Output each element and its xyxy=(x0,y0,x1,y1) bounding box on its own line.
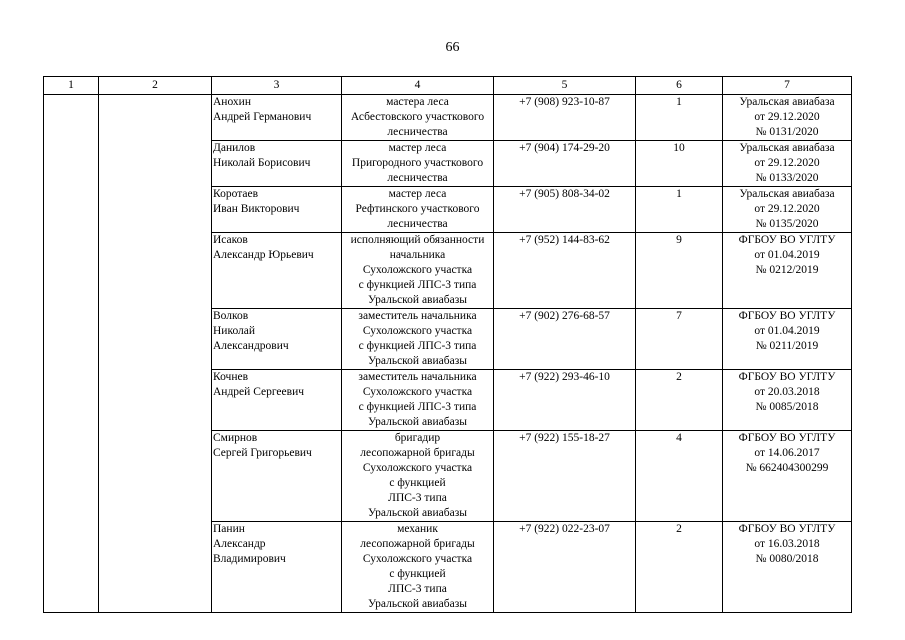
personnel-table xyxy=(43,76,852,613)
name-line: Смирнов xyxy=(213,432,258,444)
name-line: Данилов xyxy=(213,142,256,154)
column-header-1: 1 xyxy=(44,77,99,95)
position-cell xyxy=(342,187,494,233)
name-line: Александрович xyxy=(213,340,289,352)
position-line: Рефтинского участкового xyxy=(355,203,480,215)
person-name-cell xyxy=(212,522,342,613)
header-row xyxy=(44,77,852,95)
position-line: Асбестовского участкового xyxy=(350,111,485,123)
column-header-7: 7 xyxy=(723,77,852,95)
position-line: с функцией ЛПС-3 типа xyxy=(358,279,477,291)
experience-cell: 7 xyxy=(636,309,723,370)
person-name-cell xyxy=(212,370,342,431)
experience-cell: 1 xyxy=(636,187,723,233)
certificate-line: от 01.04.2019 xyxy=(754,325,820,337)
column-header-4: 4 xyxy=(342,77,494,95)
certificate-cell xyxy=(723,431,852,522)
position-line: лесопожарной бригады xyxy=(360,538,475,550)
certificate-line: № 0133/2020 xyxy=(755,172,819,184)
certificate-line: Уральская авиабаза xyxy=(739,142,835,154)
person-name-cell xyxy=(212,95,342,141)
experience-cell: 1 xyxy=(636,95,723,141)
person-name-cell xyxy=(212,233,342,309)
experience-cell: 9 xyxy=(636,233,723,309)
certificate-line: № 0131/2020 xyxy=(755,126,819,138)
position-line: Сухоложского участка xyxy=(362,553,473,565)
name-line: Исаков xyxy=(213,234,248,246)
name-line: Владимирович xyxy=(213,553,286,565)
certificate-line: № 0085/2018 xyxy=(755,401,819,413)
name-line: Иван Викторович xyxy=(213,203,300,215)
certificate-cell xyxy=(723,370,852,431)
position-line: ЛПС-3 типа xyxy=(388,583,447,595)
position-line: Уральской авиабазы xyxy=(368,598,467,610)
page-number: 66 xyxy=(445,40,460,55)
name-line: Панин xyxy=(213,523,245,535)
name-line: Андрей Сергеевич xyxy=(213,386,305,398)
phone-cell: +7 (922) 155-18-27 xyxy=(494,431,636,522)
position-line: мастер леса xyxy=(388,142,447,154)
column-header-3: 3 xyxy=(212,77,342,95)
column-header-2: 2 xyxy=(99,77,212,95)
person-name-cell xyxy=(212,309,342,370)
position-cell xyxy=(342,95,494,141)
certificate-line: от 29.12.2020 xyxy=(754,111,820,123)
name-line: Николай xyxy=(213,325,256,337)
position-line: исполняющий обязанности xyxy=(350,234,485,246)
column-header-5: 5 xyxy=(494,77,636,95)
position-line: Сухоложского участка xyxy=(362,264,473,276)
certificate-line: № 0212/2019 xyxy=(755,264,819,276)
position-line: лесничества xyxy=(387,172,448,184)
column-1-cell xyxy=(44,95,99,613)
position-line: мастер леса xyxy=(388,188,447,200)
certificate-line: ФГБОУ ВО УГЛТУ xyxy=(738,523,836,535)
phone-cell: +7 (952) 144-83-62 xyxy=(494,233,636,309)
position-cell xyxy=(342,309,494,370)
certificate-line: ФГБОУ ВО УГЛТУ xyxy=(738,432,836,444)
position-line: с функцией ЛПС-3 типа xyxy=(358,401,477,413)
position-line: лесничества xyxy=(387,218,448,230)
column-2-cell xyxy=(99,95,212,613)
certificate-line: ФГБОУ ВО УГЛТУ xyxy=(738,371,836,383)
position-cell xyxy=(342,233,494,309)
position-line: Пригородного участкового xyxy=(351,157,484,169)
certificate-line: Уральская авиабаза xyxy=(739,96,835,108)
experience-cell: 4 xyxy=(636,431,723,522)
position-line: Уральской авиабазы xyxy=(368,355,467,367)
certificate-line: от 29.12.2020 xyxy=(754,203,820,215)
position-line: лесопожарной бригады xyxy=(360,447,475,459)
phone-cell: +7 (922) 022-23-07 xyxy=(494,522,636,613)
name-line: Александр Юрьевич xyxy=(213,249,314,261)
position-line: начальника xyxy=(389,249,446,261)
position-line: заместитель начальника xyxy=(358,310,477,322)
phone-cell: +7 (922) 293-46-10 xyxy=(494,370,636,431)
position-line: с функцией xyxy=(389,568,446,580)
position-line: мастера леса xyxy=(386,96,449,108)
position-line: механик xyxy=(397,523,438,535)
phone-cell: +7 (908) 923-10-87 xyxy=(494,95,636,141)
position-cell xyxy=(342,431,494,522)
table-header xyxy=(44,77,852,95)
certificate-cell xyxy=(723,309,852,370)
certificate-line: ФГБОУ ВО УГЛТУ xyxy=(738,234,836,246)
position-line: с функцией ЛПС-3 типа xyxy=(358,340,477,352)
person-name-cell xyxy=(212,187,342,233)
person-name-cell xyxy=(212,431,342,522)
position-line: с функцией xyxy=(389,477,446,489)
certificate-line: от 16.03.2018 xyxy=(754,538,820,550)
position-line: заместитель начальника xyxy=(358,371,477,383)
experience-cell: 2 xyxy=(636,370,723,431)
experience-cell: 10 xyxy=(636,141,723,187)
name-line: Сергей Григорьевич xyxy=(213,447,312,459)
certificate-line: Уральская авиабаза xyxy=(739,188,835,200)
certificate-line: от 20.03.2018 xyxy=(754,386,820,398)
position-cell xyxy=(342,522,494,613)
person-name-cell xyxy=(212,141,342,187)
position-cell xyxy=(342,141,494,187)
certificate-line: № 662404300299 xyxy=(745,462,829,474)
certificate-cell xyxy=(723,141,852,187)
position-cell xyxy=(342,370,494,431)
certificate-line: от 01.04.2019 xyxy=(754,249,820,261)
position-line: Сухоложского участка xyxy=(362,386,473,398)
position-line: Уральской авиабазы xyxy=(368,416,467,428)
certificate-line: от 29.12.2020 xyxy=(754,157,820,169)
certificate-line: № 0135/2020 xyxy=(755,218,819,230)
name-line: Волков xyxy=(213,310,249,322)
table-row xyxy=(44,95,852,141)
position-line: Уральской авиабазы xyxy=(368,507,467,519)
phone-cell: +7 (904) 174-29-20 xyxy=(494,141,636,187)
table-body xyxy=(44,95,852,613)
position-line: Сухоложского участка xyxy=(362,325,473,337)
certificate-cell xyxy=(723,187,852,233)
certificate-line: № 0211/2019 xyxy=(755,340,819,352)
experience-cell: 2 xyxy=(636,522,723,613)
name-line: Анохин xyxy=(213,96,251,108)
column-header-6: 6 xyxy=(636,77,723,95)
position-line: бригадир xyxy=(394,432,441,444)
phone-cell: +7 (902) 276-68-57 xyxy=(494,309,636,370)
position-line: ЛПС-3 типа xyxy=(388,492,447,504)
position-line: лесничества xyxy=(387,126,448,138)
name-line: Андрей Германович xyxy=(213,111,312,123)
name-line: Кочнев xyxy=(213,371,249,383)
certificate-line: № 0080/2018 xyxy=(755,553,819,565)
certificate-cell xyxy=(723,95,852,141)
position-line: Сухоложского участка xyxy=(362,462,473,474)
phone-cell: +7 (905) 808-34-02 xyxy=(494,187,636,233)
certificate-line: от 14.06.2017 xyxy=(754,447,820,459)
certificate-cell xyxy=(723,233,852,309)
certificate-cell xyxy=(723,522,852,613)
name-line: Александр xyxy=(213,538,266,550)
name-line: Николай Борисович xyxy=(213,157,311,169)
position-line: Уральской авиабазы xyxy=(368,294,467,306)
name-line: Коротаев xyxy=(213,188,259,200)
certificate-line: ФГБОУ ВО УГЛТУ xyxy=(738,310,836,322)
